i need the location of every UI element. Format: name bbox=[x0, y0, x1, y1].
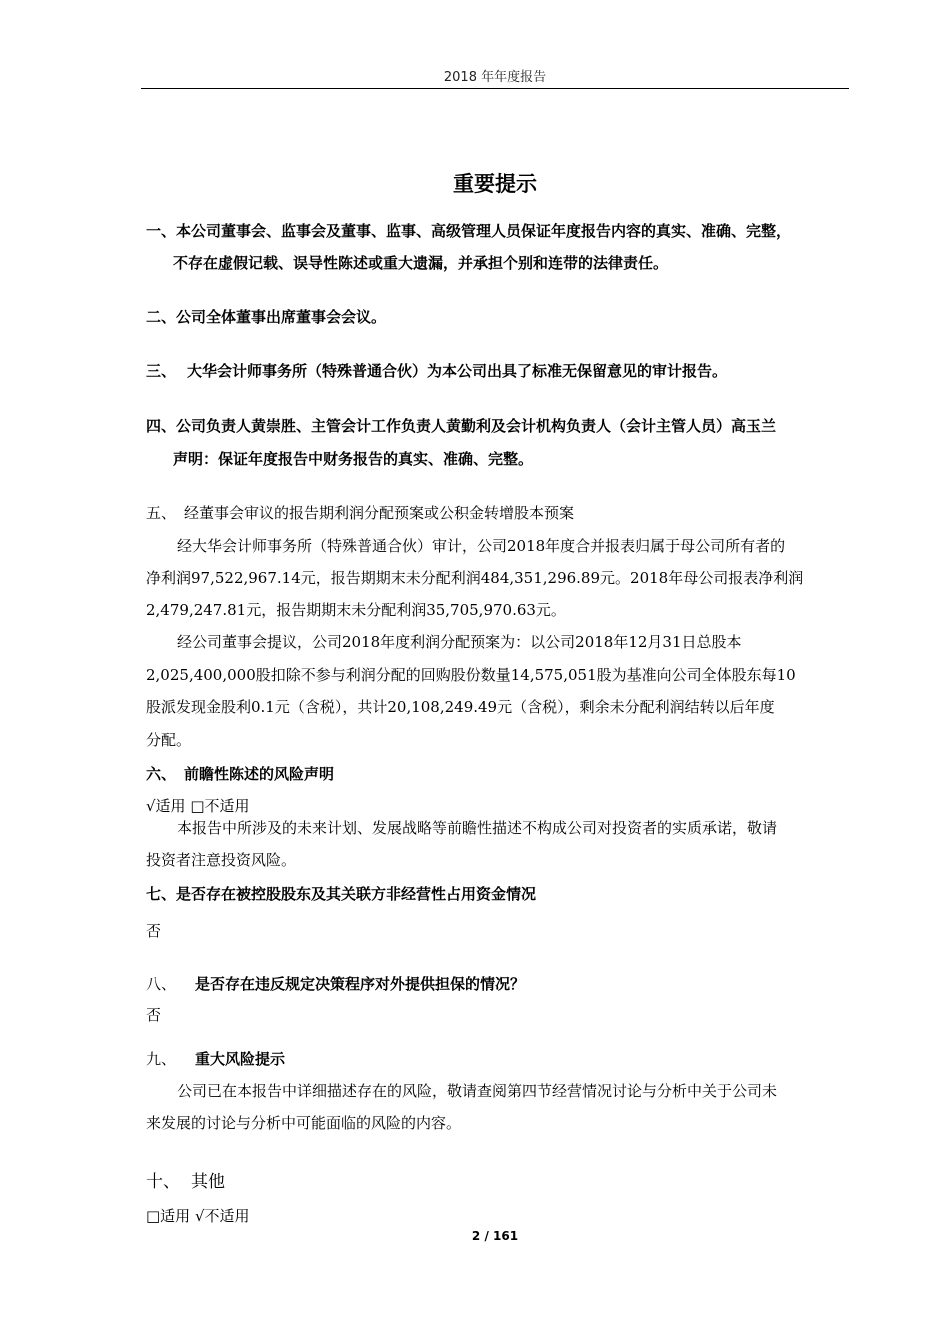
section-7-heading: 七、是否存在被控股股东及其关联方非经营性占用资金情况 bbox=[146, 885, 537, 903]
section-3-text: 大华会计师事务所（特殊普通合伙）为本公司出具了标准无保留意见的审计报告。 bbox=[187, 362, 728, 380]
section-9-p-line1: 公司已在本报告中详细描述存在的风险，敬请查阅第四节经营情况讨论与分析中关于公司未 bbox=[177, 1082, 778, 1100]
section-10-applicable: □适用 √不适用 bbox=[146, 1207, 250, 1225]
section-10-num: 十、 bbox=[146, 1172, 180, 1192]
section-4-line2: 声明：保证年度报告中财务报告的真实、准确、完整。 bbox=[173, 450, 534, 468]
section-5-p2-line4: 分配。 bbox=[146, 731, 192, 749]
section-5-p1-line3: 2,479,247.81元，报告期期末未分配利润35,705,970.63元。 bbox=[146, 601, 566, 619]
page-title: 重要提示 bbox=[453, 172, 537, 196]
page-number: 2 / 161 bbox=[471, 1229, 519, 1243]
section-5-num: 五、 bbox=[146, 504, 177, 522]
section-6-heading: 前瞻性陈述的风险声明 bbox=[184, 765, 335, 783]
section-5-p1-line2: 净利润97,522,967.14元，报告期期末未分配利润484,351,296.89元。2018年母公司报表净利润 bbox=[146, 569, 804, 587]
section-5-heading: 经董事会审议的报告期利润分配预案或公积金转增股本预案 bbox=[184, 504, 575, 522]
section-10-heading: 其他 bbox=[191, 1172, 225, 1192]
section-5-p2-line2: 2,025,400,000股扣除不参与利润分配的回购股份数量14,575,051股为基准向公司全体股东每10 bbox=[146, 666, 796, 684]
section-9-p-line2: 来发展的讨论与分析中可能面临的风险的内容。 bbox=[146, 1114, 462, 1132]
section-4-line1: 四、公司负责人黄崇胜、主管会计工作负责人黄勤利及会计机构负责人（会计主管人员）高玉兰 bbox=[146, 417, 777, 435]
section-6-applicable: √适用 □不适用 bbox=[146, 797, 250, 815]
section-5-p1-line1: 经大华会计师事务所（特殊普通合伙）审计，公司2018年度合并报表归属于母公司所有者的 bbox=[177, 537, 786, 555]
section-9-heading: 重大风险提示 bbox=[195, 1050, 286, 1068]
section-1-line1: 一、本公司董事会、监事会及董事、监事、高级管理人员保证年度报告内容的真实、准确、完整， bbox=[146, 222, 792, 240]
running-header: 2018 年年度报告 bbox=[443, 70, 547, 85]
section-6-num: 六、 bbox=[146, 765, 177, 783]
header-rule bbox=[141, 88, 849, 89]
section-2: 二、公司全体董事出席董事会会议。 bbox=[146, 308, 387, 326]
section-6-p-line1: 本报告中所涉及的未来计划、发展战略等前瞻性描述不构成公司对投资者的实质承诺，敬请 bbox=[177, 819, 778, 837]
section-8-heading: 是否存在违反规定决策程序对外提供担保的情况？ bbox=[195, 975, 526, 993]
section-1-line2: 不存在虚假记载、误导性陈述或重大遗漏，并承担个别和连带的法律责任。 bbox=[173, 254, 669, 272]
section-3-num: 三、 bbox=[146, 362, 177, 380]
section-9-num: 九、 bbox=[146, 1050, 177, 1068]
section-8-answer: 否 bbox=[146, 1006, 162, 1024]
section-7-answer: 否 bbox=[146, 922, 162, 940]
section-5-p2-line3: 股派发现金股利0.1元（含税），共计20,108,249.49元（含税），剩余未分配利润结转以后年度 bbox=[146, 698, 775, 716]
section-8-num: 八、 bbox=[146, 975, 177, 993]
section-5-p2-line1: 经公司董事会提议，公司2018年度利润分配预案为：以公司2018年12月31日总股本 bbox=[177, 633, 742, 651]
section-6-p-line2: 投资者注意投资风险。 bbox=[146, 851, 297, 869]
